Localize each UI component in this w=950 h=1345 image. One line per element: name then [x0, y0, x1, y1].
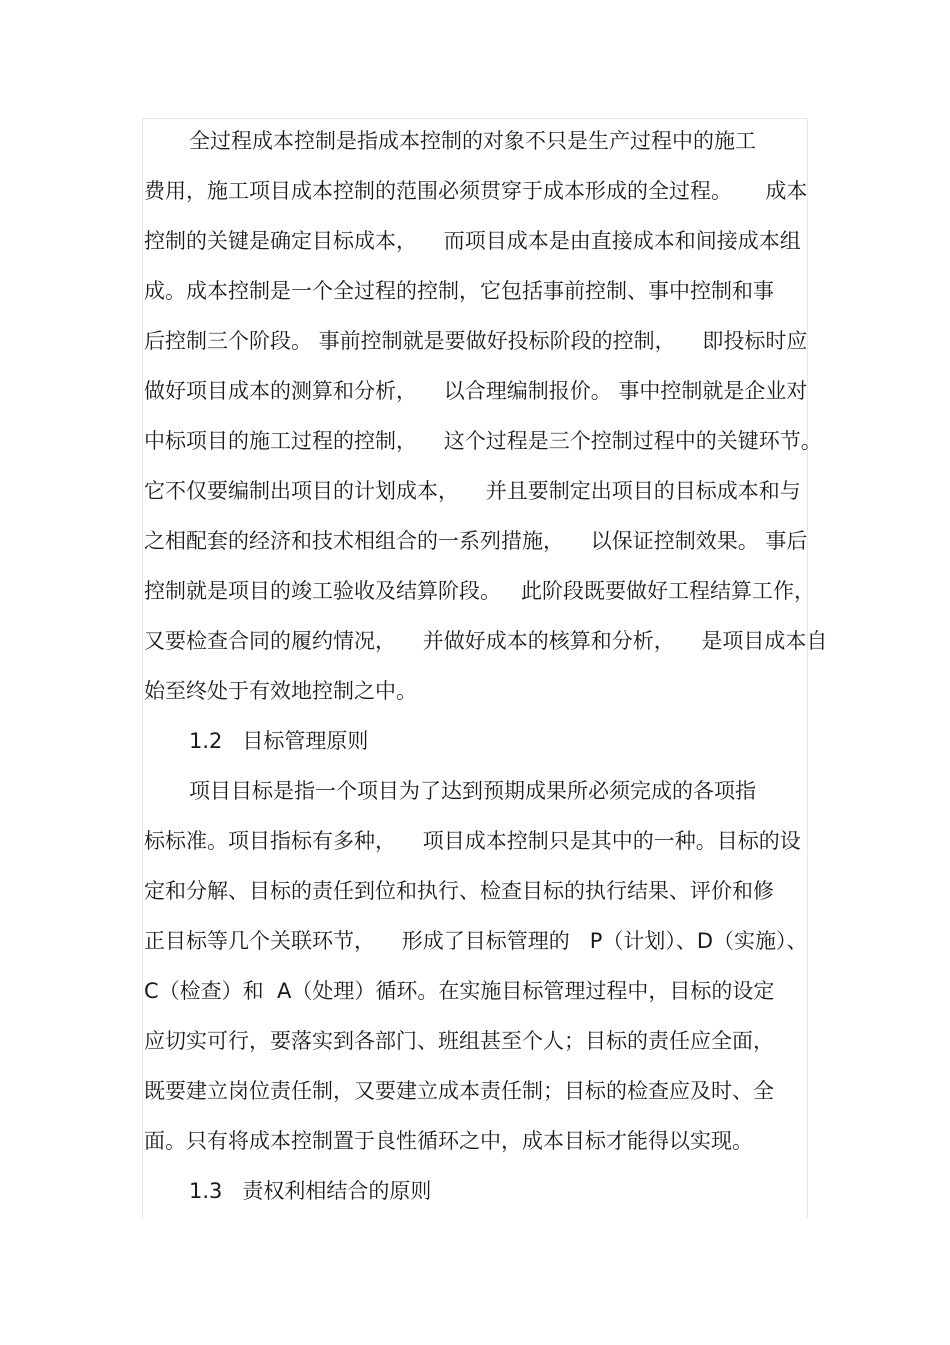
paragraph-line: 中标项目的施工过程的控制， 这个过程是三个控制过程中的关键环节。: [144, 429, 822, 453]
paragraph-line: 项目目标是指一个项目为了达到预期成果所必须完成的各项指: [189, 779, 756, 803]
paragraph-line: 费用，施工项目成本控制的范围必须贯穿于成本形成的全过程。 成本: [144, 179, 808, 203]
paragraph-line: 全过程成本控制是指成本控制的对象不只是生产过程中的施工: [189, 129, 756, 153]
paragraph-line: 又要检查合同的履约情况， 并做好成本的核算和分析， 是项目成本自: [144, 629, 828, 653]
paragraph-line: 面。只有将成本控制置于良性循环之中，成本目标才能得以实现。: [144, 1129, 753, 1153]
paragraph-line: 定和分解、目标的责任到位和执行、检查目标的执行结果、评价和修: [144, 879, 774, 903]
paragraph-line: C（检查）和 A（处理）循环。在实施目标管理过程中，目标的设定: [144, 979, 775, 1003]
paragraph-line: 既要建立岗位责任制，又要建立成本责任制；目标的检查应及时、全: [144, 1079, 774, 1103]
paragraph-line: 控制就是项目的竣工验收及结算阶段。 此阶段既要做好工程结算工作，: [144, 579, 816, 603]
paragraph-line: 做好项目成本的测算和分析， 以合理编制报价。 事中控制就是企业对: [144, 379, 808, 403]
paragraph-line: 控制的关键是确定目标成本， 而项目成本是由直接成本和间接成本组: [144, 229, 801, 253]
section-heading: 1.3 责权利相结合的原则: [189, 1179, 432, 1203]
paragraph-line: 之相配套的经济和技术相组合的一系列措施， 以保证控制效果。 事后: [144, 529, 808, 553]
paragraph-line: 标标准。项目指标有多种， 项目成本控制只是其中的一种。目标的设: [144, 829, 801, 853]
paragraph-line: 应切实可行，要落实到各部门、班组甚至个人；目标的责任应全面，: [144, 1029, 774, 1053]
paragraph-line: 始至终处于有效地控制之中。: [144, 679, 417, 703]
paragraph-line: 成。成本控制是一个全过程的控制，它包括事前控制、事中控制和事: [144, 279, 774, 303]
paragraph-line: 正目标等几个关联环节， 形成了目标管理的 P（计划）、D（实施）、: [144, 929, 808, 953]
paragraph-line: 后控制三个阶段。 事前控制就是要做好投标阶段的控制， 即投标时应: [144, 329, 808, 353]
paragraph-line: 它不仅要编制出项目的计划成本， 并且要制定出项目的目标成本和与: [144, 479, 801, 503]
document-body: [144, 116, 828, 1216]
section-heading: 1.2 目标管理原则: [189, 729, 369, 753]
